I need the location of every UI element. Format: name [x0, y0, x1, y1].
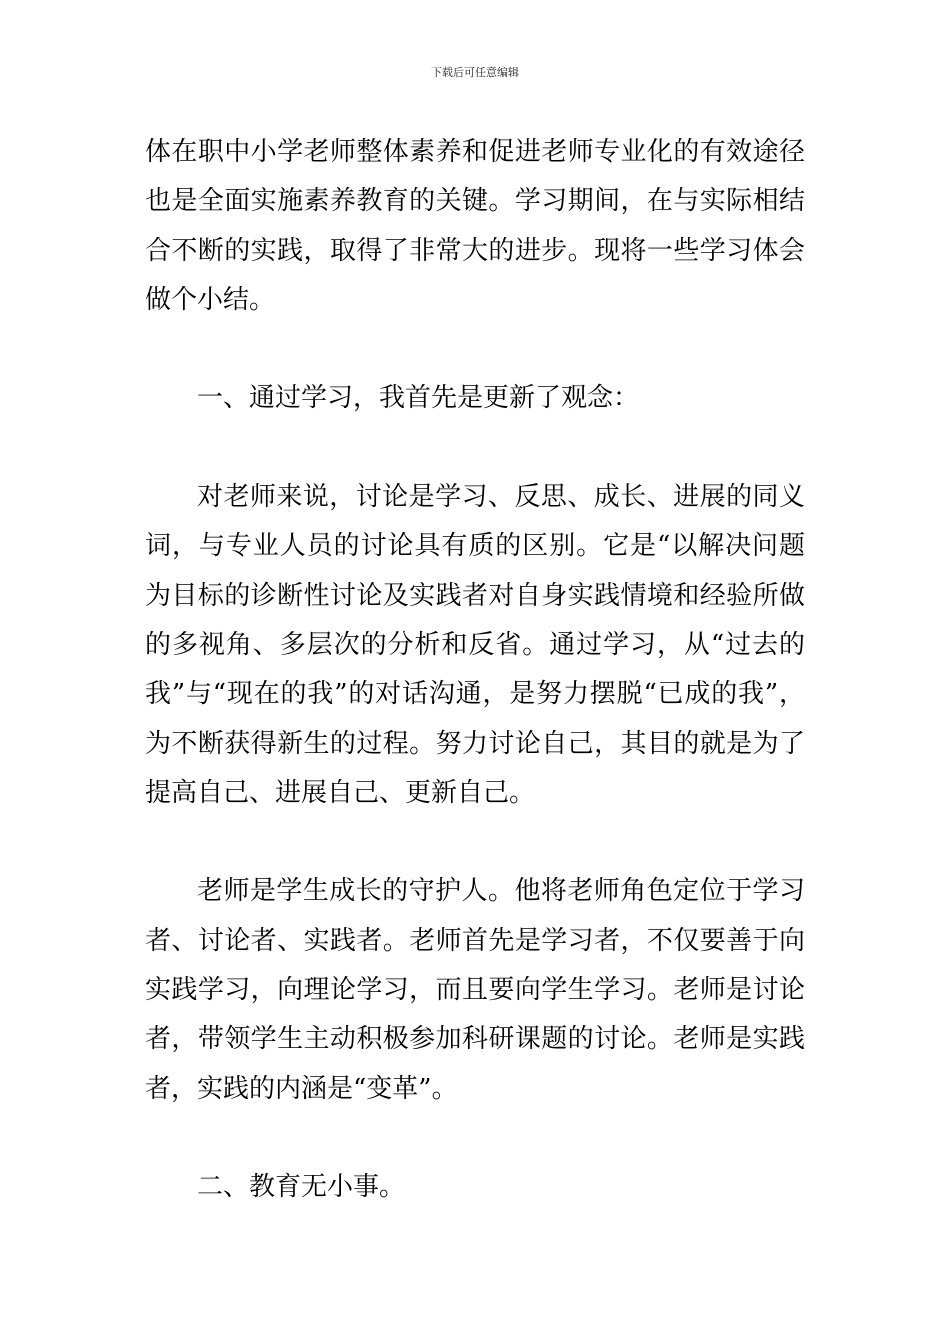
paragraph-spacer [145, 325, 805, 374]
paragraph-spacer [145, 818, 805, 867]
document-body [145, 128, 805, 1213]
paragraph-teacher-role: 老师是学生成长的守护人。他将老师角色定位于学习者、讨论者、实践者。老师首先是学习者，不仅要善于向实践学习，向理论学习，而且要向学生学习。老师是讨论者，带领学生主动积极参加科研课题的讨论。老师是实践者，实践的内涵是“变革”。 [145, 876, 805, 1104]
section-heading-one: 一、通过学习，我首先是更新了观念： [197, 383, 640, 414]
paragraph-spacer [145, 1114, 805, 1163]
paragraph-spacer [145, 424, 805, 473]
section-heading-two: 二、教育无小事。 [197, 1172, 406, 1203]
paragraph-continuation: 体在职中小学老师整体素养和促进老师专业化的有效途径也是全面实施素养教育的关键。学习期间，在与实际相结合不断的实践，取得了非常大的进步。现将一些学习体会做个小结。 [145, 137, 805, 315]
paragraph-research: 对老师来说，讨论是学习、反思、成长、进展的同义词，与专业人员的讨论具有质的区别。它是“以解决问题为目标的诊断性讨论及实践者对自身实践情境和经验所做的多视角、多层次的分析和反省。通过学习，从“过去的我”与“现在的我”的对话沟通，是努力摆脱“已成的我”，为不断获得新生的过程。努力讨论自己，其目的就是为了提高自己、进展自己、更新自己。 [145, 482, 805, 808]
page-header-note: 下载后可任意编辑 [431, 66, 519, 79]
